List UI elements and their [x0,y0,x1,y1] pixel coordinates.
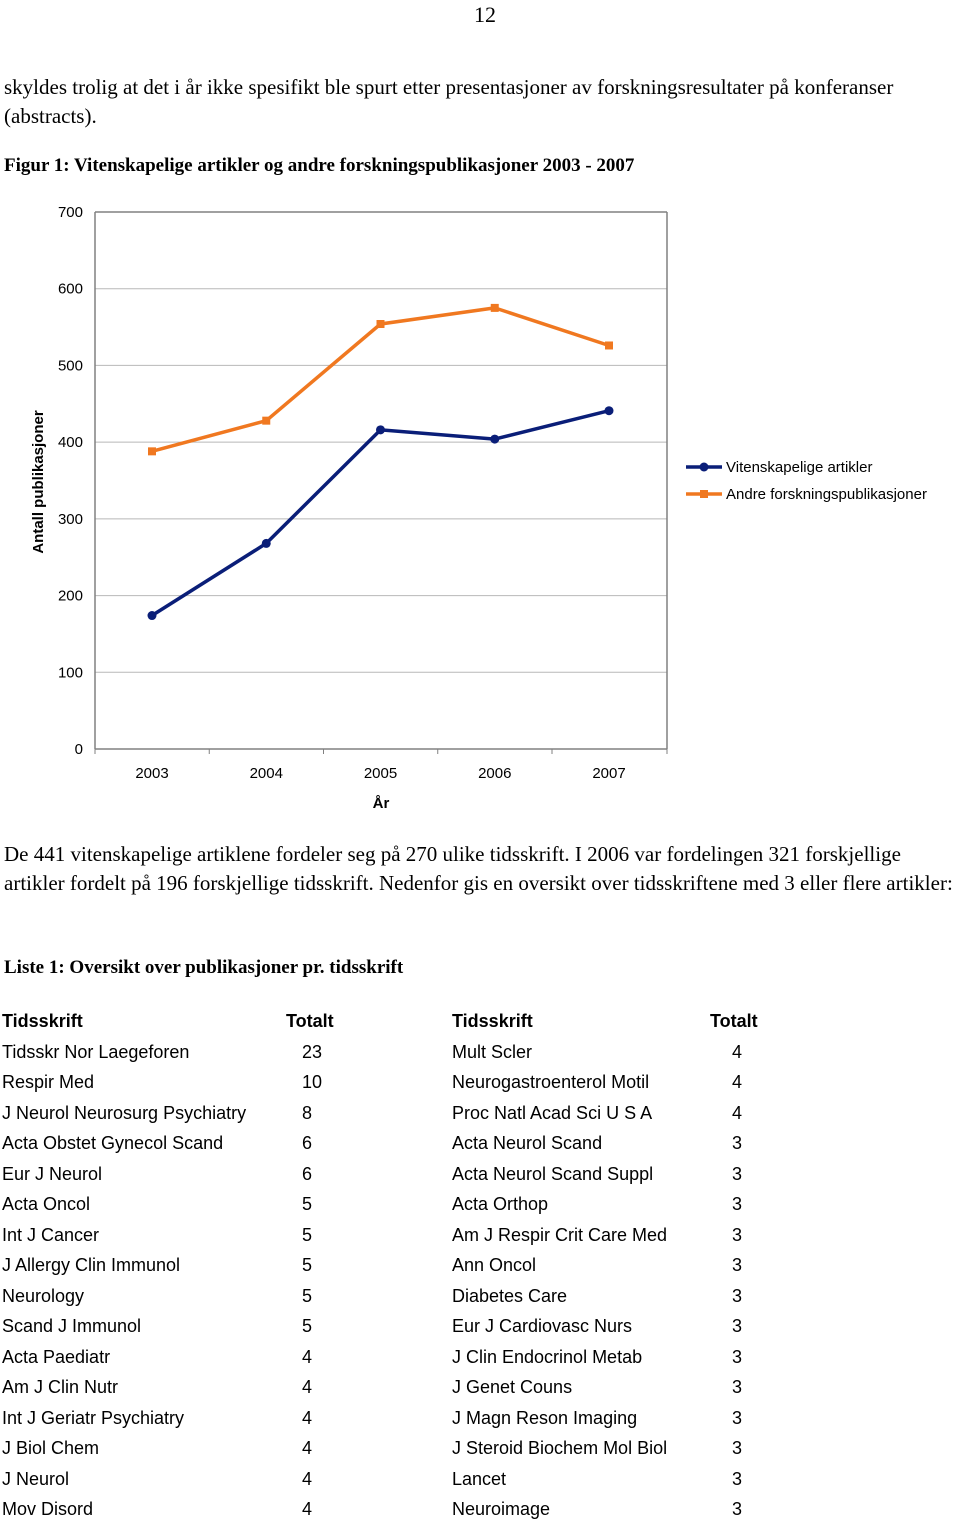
table-row [2,1316,802,1347]
table-row [2,1347,802,1378]
table-row [2,1072,802,1103]
journal-total: 4 [302,1499,313,1519]
legend-marker [700,463,709,472]
header-journal: Tidsskrift [2,1011,83,1031]
journal-total: 4 [302,1468,313,1489]
journal-name: Respir Med [2,1072,95,1092]
table-row [2,1377,802,1408]
journal-name: Mov Disord [2,1499,94,1519]
journal-total: 3 [732,1499,743,1519]
table-row [2,1042,802,1073]
journal-name: Acta Neurol Scand Suppl [452,1163,654,1184]
data-point [490,435,499,444]
series-line [152,411,609,616]
journal-name: Diabetes Care [452,1285,568,1306]
y-tick-label: 100 [57,664,83,682]
journal-total: 3 [732,1407,743,1428]
y-tick-label: 700 [57,204,83,221]
journal-name: J Allergy Clin Immunol [2,1255,181,1275]
journal-name: Proc Natl Acad Sci U S A [452,1102,653,1123]
journal-total: 4 [302,1377,313,1397]
journal-name: Ann Oncol [452,1255,537,1275]
journal-total: 3 [732,1346,743,1367]
journal-name: Lancet [452,1468,507,1489]
journal-name: Acta Paediatr [2,1346,111,1367]
journal-total: 5 [302,1285,313,1306]
journal-total: 3 [732,1194,743,1214]
data-point [262,539,271,548]
journal-name: J Neurol [2,1468,70,1489]
table-row [2,1194,802,1225]
journal-total: 4 [302,1346,313,1367]
data-point [262,417,270,425]
table-row [2,1255,802,1286]
header-total-2: Totalt [710,1011,758,1031]
body-paragraph: De 441 vitenskapelige artiklene fordeler seg på 270 ulike tidsskrift. I 2006 var fordelingen 321 forskjellige artikler fordelt på 196 forskjellige tidsskrift. Nedenfor gis en oversikt over tidsskriftene med 3 eller flere artikler: [4,842,953,895]
journal-name: Tidsskr Nor Laegeforen [2,1041,190,1062]
table-row [2,1499,802,1530]
journal-total: 3 [732,1163,743,1184]
table-row [2,1438,802,1469]
y-tick-label: 500 [57,357,83,375]
journal-name: Int J Cancer [2,1224,100,1245]
journal-name: J Genet Couns [452,1377,573,1397]
table-row [2,1408,802,1439]
journal-total: 5 [302,1255,313,1275]
journal-name: Eur J Neurol [2,1163,103,1184]
data-point [377,320,385,328]
legend-label: Andre forskningspublikasjoner [726,486,927,503]
journal-total: 10 [302,1072,323,1092]
intro-paragraph: skyldes trolig at det i år ikke spesifikt ble spurt etter presentasjoner av forskningsresultater på konferanser (abstracts). [4,75,894,128]
table-row [2,1286,802,1317]
journal-total: 5 [302,1194,313,1214]
journal-total: 3 [732,1224,743,1245]
x-tick-label: 2006 [478,765,512,782]
data-point [605,406,614,415]
figure-caption: Figur 1: Vitenskapelige artikler og andre forskningspublikasjoner 2003 - 2007 [4,155,635,176]
data-point [148,447,156,455]
journal-total: 4 [302,1407,313,1428]
table-header-row [2,1011,802,1042]
header-journal-2: Tidsskrift [452,1011,533,1031]
y-tick-label: 200 [57,587,83,605]
journal-total: 6 [302,1163,313,1184]
data-point [605,341,613,349]
table-row [2,1469,802,1500]
list-caption: Liste 1: Oversikt over publikasjoner pr. tidsskrift [4,957,404,978]
header-total: Totalt [286,1011,334,1031]
y-tick-label: 600 [57,280,83,298]
x-tick-label: 2005 [363,765,398,782]
journal-name: Int J Geriatr Psychiatry [2,1407,185,1428]
journal-total: 4 [732,1072,743,1092]
x-tick-label: 2004 [249,765,283,782]
journal-total: 4 [732,1041,743,1062]
journal-total: 4 [732,1102,743,1123]
journal-name: J Steroid Biochem Mol Biol [452,1438,668,1458]
y-axis-title: Antall publikasjoner [30,410,47,554]
journal-total: 3 [732,1285,743,1306]
data-point [491,304,499,312]
journal-total: 3 [732,1133,743,1153]
line-chart [0,195,960,825]
journal-name: Acta Obstet Gynecol Scand [2,1133,224,1153]
x-axis-title: År [372,795,390,812]
journal-total: 3 [732,1255,743,1275]
journal-table [2,1011,802,1530]
journal-name: J Magn Reson Imaging [452,1407,638,1428]
journal-name: Eur J Cardiovasc Nurs [452,1316,633,1336]
journal-name: Mult Scler [452,1041,533,1062]
journal-total: 8 [302,1102,313,1123]
journal-name: Am J Respir Crit Care Med [452,1224,668,1245]
journal-name: Neurogastroenterol Motil [452,1072,650,1092]
journal-total: 4 [302,1438,313,1458]
journal-name: J Biol Chem [2,1438,100,1458]
journal-total: 5 [302,1316,313,1336]
journal-total: 3 [732,1316,743,1336]
journal-total: 3 [732,1468,743,1489]
journal-name: Acta Neurol Scand [452,1133,603,1153]
journal-name: Acta Oncol [2,1194,91,1214]
table-row [2,1164,802,1195]
journal-name: J Clin Endocrinol Metab [452,1346,643,1367]
y-tick-label: 0 [74,741,83,758]
y-tick-label: 400 [57,434,83,452]
legend-marker [700,490,708,498]
data-point [376,425,385,434]
data-point [148,611,157,620]
table-row [2,1225,802,1256]
journal-name: Scand J Immunol [2,1316,142,1336]
table-row [2,1133,802,1164]
journal-total: 23 [302,1041,323,1062]
legend-label: Vitenskapelige artikler [726,459,873,476]
page-number: 12 [474,2,496,27]
journal-name: Acta Orthop [452,1194,549,1214]
journal-name: Am J Clin Nutr [2,1377,119,1397]
journal-total: 3 [732,1377,743,1397]
journal-name: Neuroimage [452,1499,551,1519]
x-tick-label: 2003 [135,765,169,782]
table-row [2,1103,802,1134]
y-tick-label: 300 [57,510,83,528]
x-tick-label: 2007 [592,765,626,782]
journal-total: 3 [732,1438,743,1458]
journal-name: J Neurol Neurosurg Psychiatry [2,1102,247,1123]
journal-total: 6 [302,1133,313,1153]
journal-total: 5 [302,1224,313,1245]
journal-name: Neurology [2,1285,85,1306]
